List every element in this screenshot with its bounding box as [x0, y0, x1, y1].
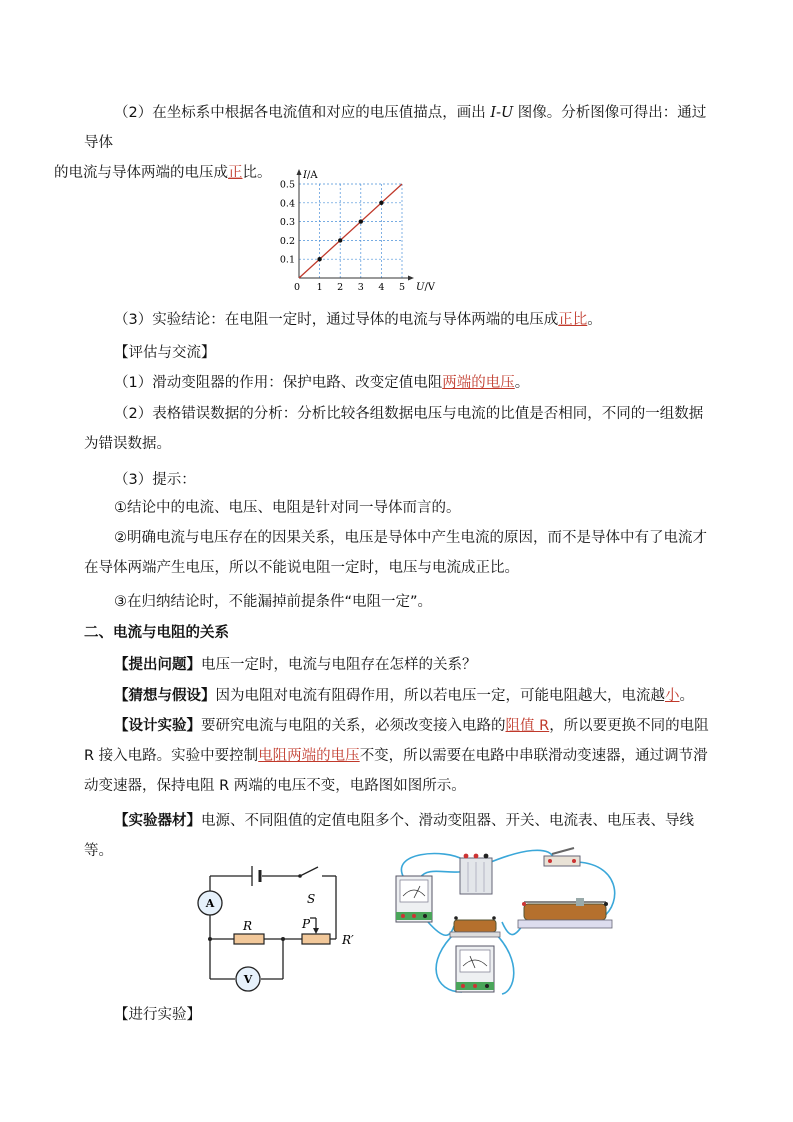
data-point: [379, 201, 383, 205]
voltmeter-label: V: [243, 973, 253, 986]
answer-underline: 电阻两端的电压: [258, 748, 360, 764]
answer-underline: 正比: [558, 312, 588, 328]
y-tick-labels: [280, 180, 295, 266]
voltmeter-device: [456, 946, 494, 992]
iu-graph: [276, 166, 436, 296]
y-tick-label: 0.1: [279, 254, 295, 266]
tip-2: ②明确电流与电压存在的因果关系，电压是导体中产生电流的原因，而不是导体中有了电流才在导体两端产生电压，所以不能说电阻一定时，电压与电流成正比。: [84, 530, 707, 576]
x-tick-labels: [317, 282, 405, 293]
text: ，所以要更换不同的电阻 R 接入电路。实验中要控制: [84, 718, 709, 764]
eval-item-3: （3）提示：: [114, 472, 196, 488]
switch-device: [544, 848, 580, 866]
tag: 【提出问题】: [114, 657, 201, 673]
ammeter-device: [396, 876, 432, 922]
circuit-diagram: [190, 856, 370, 996]
design-paragraph: [84, 711, 714, 801]
y-tick-label: 0.3: [279, 217, 295, 229]
tag: 【设计实验】: [114, 718, 201, 734]
y-tick-label: 0.2: [279, 235, 295, 247]
x-axis-arrow: [408, 276, 414, 281]
resistor-r: [234, 934, 264, 944]
hypothesis-paragraph: [84, 681, 714, 711]
rheostat-device: [518, 898, 612, 928]
iu-label: I-U: [490, 105, 514, 121]
tag: 【猜想与假设】: [114, 688, 216, 704]
x-tick-label: 4: [378, 282, 385, 293]
text: 电压一定时，电流与电阻存在怎样的关系？: [201, 657, 477, 673]
tip-3: ③在归纳结论时，不能漏掉前提条件“电阻一定”。: [114, 594, 433, 610]
tag: 【实验器材】: [114, 813, 201, 829]
text: 。: [679, 688, 694, 704]
x-tick-label: 5: [398, 282, 406, 293]
switch-contact: [298, 874, 302, 878]
slider-label: P: [302, 917, 311, 931]
eval-item-1: [84, 368, 714, 398]
question-paragraph: [84, 650, 714, 680]
answer-underline: 小: [665, 688, 680, 704]
slider-arrow-icon: [313, 928, 319, 934]
data-point: [338, 238, 342, 242]
apparatus-illustration: [384, 842, 624, 998]
resistor-label: R: [243, 919, 253, 933]
paragraph-conclusion: [84, 305, 714, 335]
section-heading: 二、电流与电阻的关系: [84, 625, 229, 641]
switch-label: S: [307, 892, 316, 906]
text: 因为电阻对电流有阻碍作用，所以若电压一定，可能电阻越大，电流越: [215, 688, 665, 704]
battery-device: [460, 854, 492, 894]
y-tick-label: 0.4: [279, 198, 295, 210]
x-tick-label: 1: [316, 282, 323, 293]
eval-heading: 【评估与交流】: [114, 345, 216, 361]
rheostat-label: R′: [342, 933, 354, 947]
y-axis-label: I/A: [303, 170, 318, 181]
text: 。: [514, 375, 530, 391]
origin-label: 0: [293, 282, 301, 293]
y-axis-arrow: [297, 169, 302, 175]
proceed-heading: 【进行实验】: [114, 1007, 201, 1023]
answer-underline: 阻值 R: [505, 718, 550, 734]
text: 不变，所以需要在电路中串联滑动变速器，通过调节滑动变速器，保持电阻 R 两端的电压不变，电路图如图所示。: [84, 748, 708, 794]
text: （1）滑动变阻器的作用：保护电路、改变定值电阻: [114, 375, 443, 391]
x-axis-label: U/V: [416, 282, 436, 293]
eval-item-2: （2）表格错误数据的分析：分析比较各组数据电压与电流的比值是否相同，不同的一组数据为错误数据。: [84, 406, 704, 452]
tip-1: ①结论中的电流、电压、电阻是针对同一导体而言的。: [114, 500, 461, 516]
rheostat-r-prime: [302, 934, 330, 944]
y-tick-label: 0.5: [279, 179, 295, 191]
ammeter-label: A: [205, 897, 215, 910]
x-tick-label: 3: [357, 282, 364, 293]
answer-underline: 正: [228, 165, 243, 181]
text: （2）在坐标系中根据各电流值和对应的电压值描点，画出: [114, 105, 491, 121]
x-tick-label: 2: [337, 282, 344, 293]
text: 电源、不同阻值的定值电阻多个、滑动变阻器、开关、电流表、电压表、导线等。: [84, 813, 694, 859]
resistor-device: [450, 916, 500, 937]
text: 的电流与导体两端的电压成: [54, 165, 228, 181]
data-point: [317, 257, 321, 261]
fit-line: [299, 184, 402, 278]
text: 图像。分析图像可得出：通过导体: [84, 105, 707, 151]
text: 比。: [242, 165, 272, 181]
switch-blade: [300, 867, 318, 876]
data-point: [359, 219, 363, 223]
answer-underline: 两端的电压: [442, 375, 515, 391]
text: 要研究电流与电阻的关系，必须改变接入电路的: [201, 718, 506, 734]
text: 。: [587, 312, 602, 328]
text: （3）实验结论：在电阻一定时，通过导体的电流与导体两端的电压成: [114, 312, 559, 328]
